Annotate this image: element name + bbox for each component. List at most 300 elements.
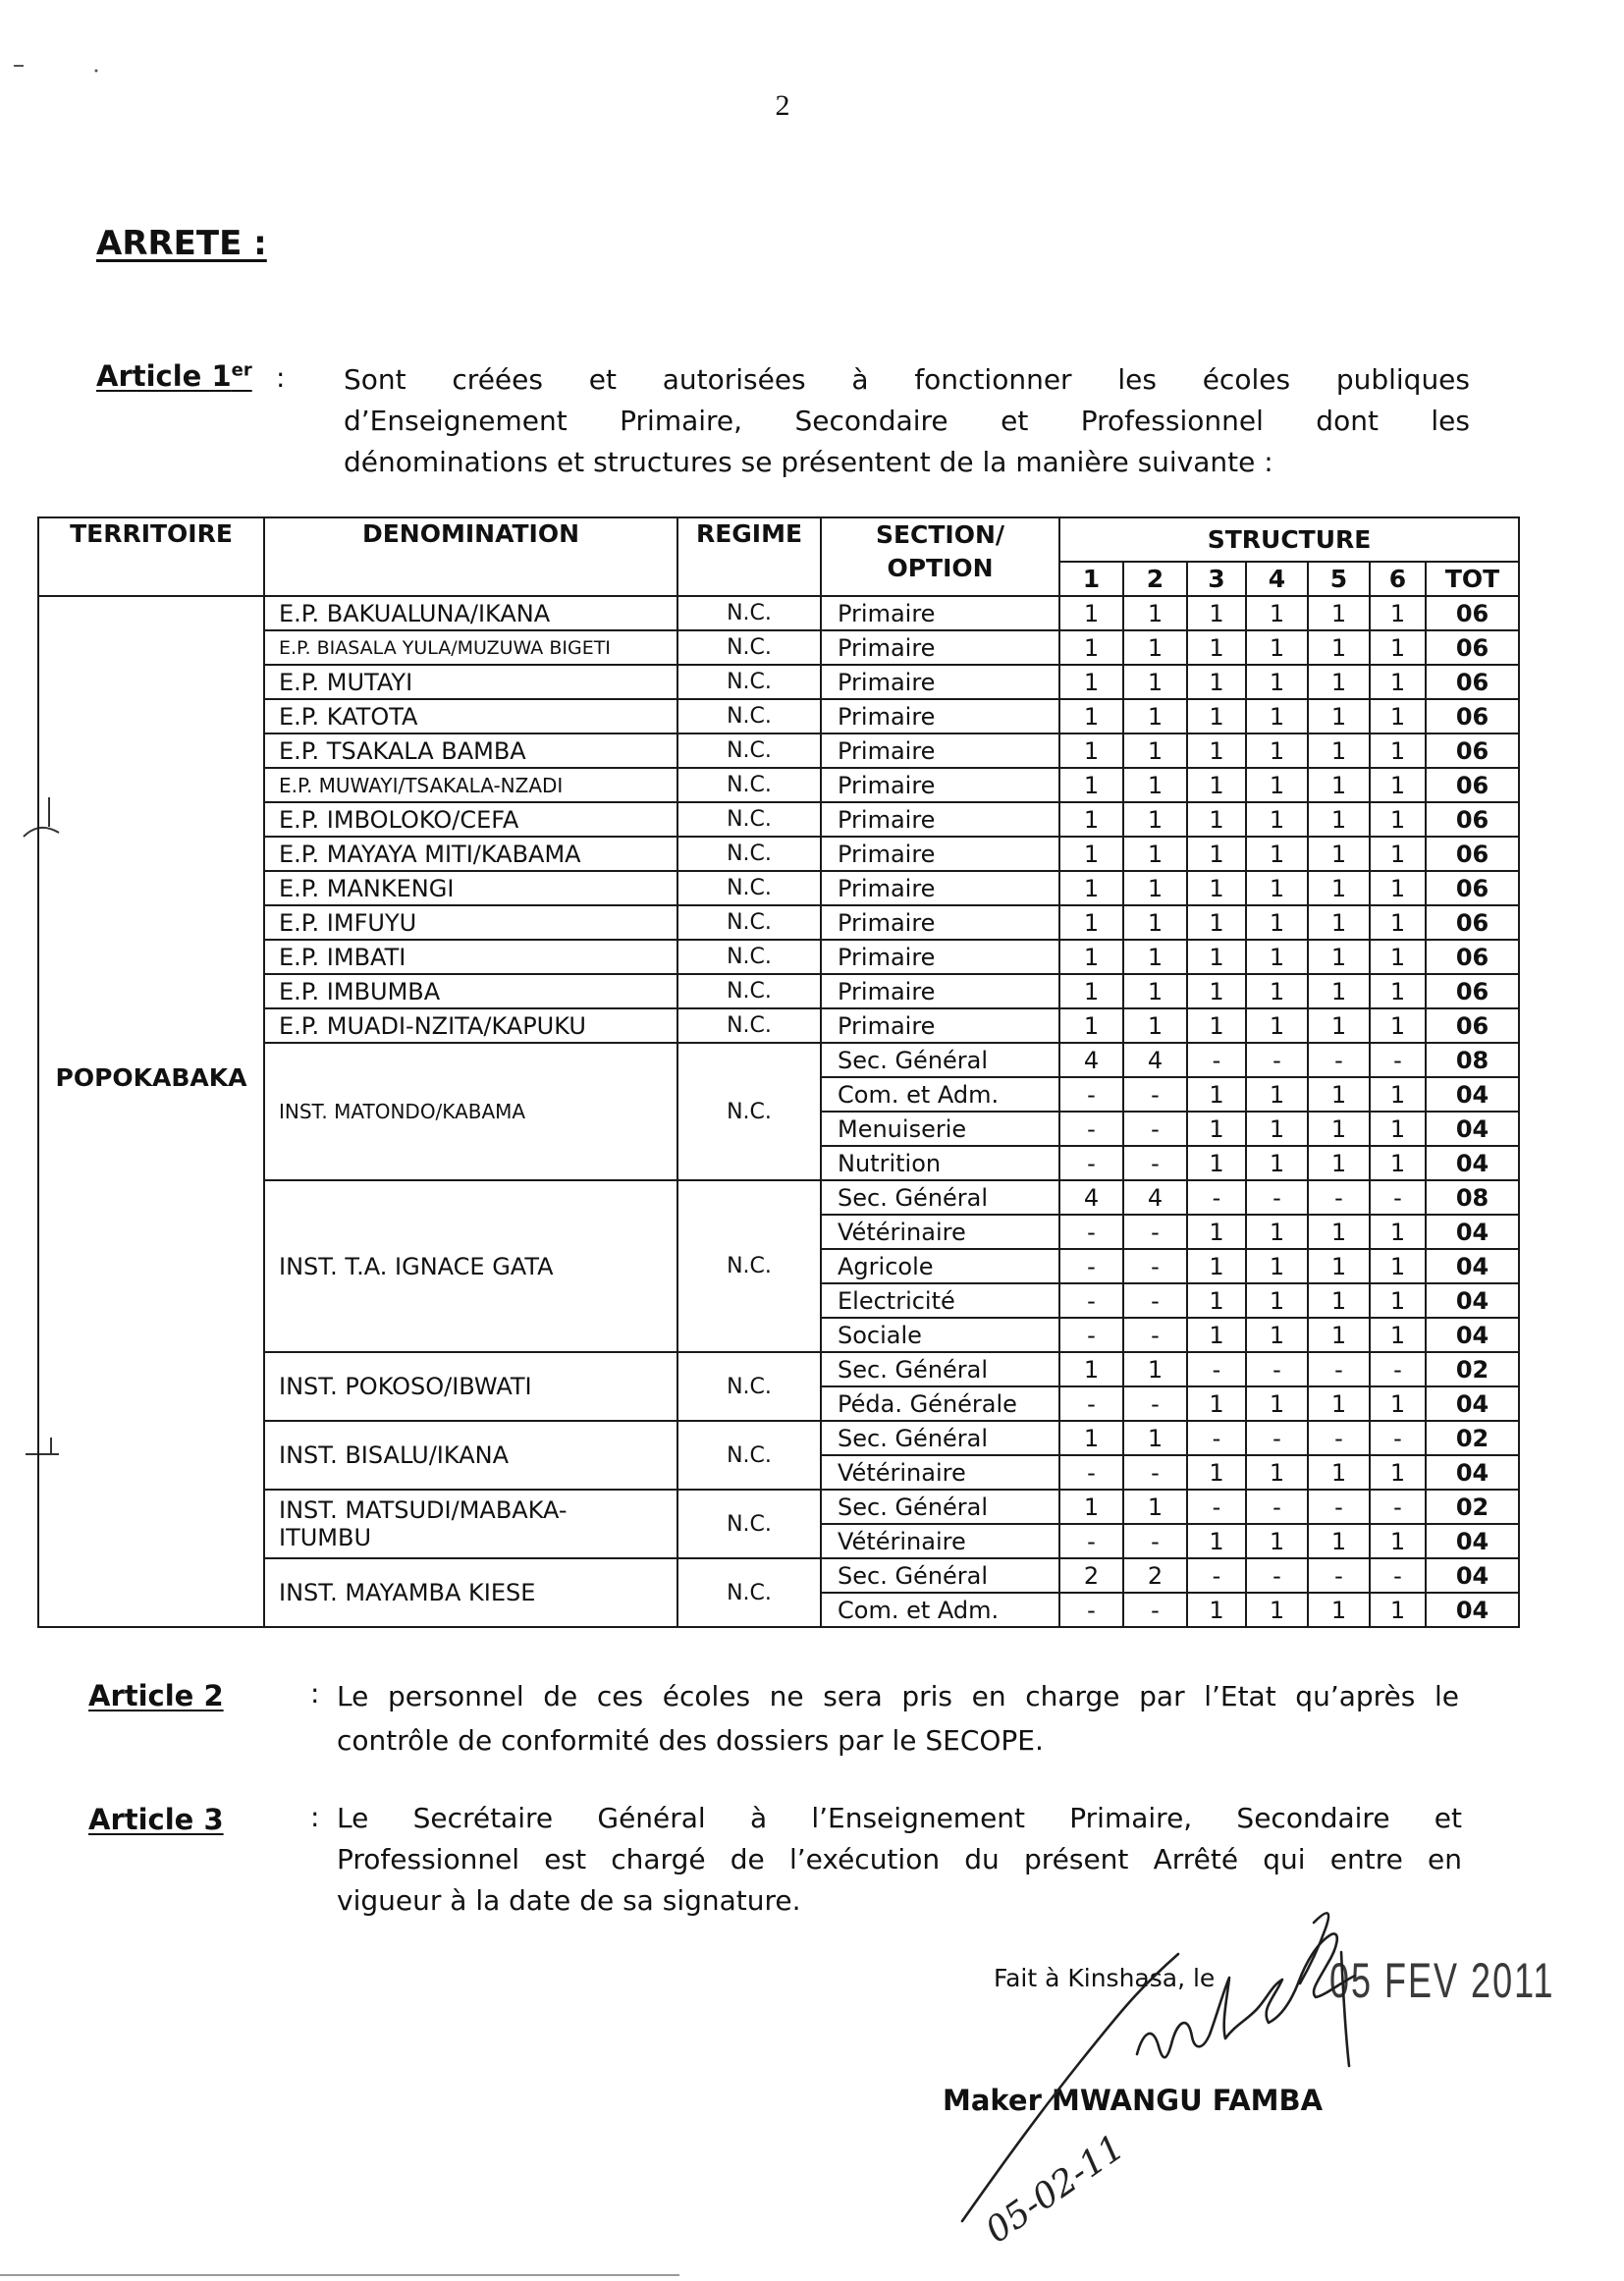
- section-option-cell: Sec. Général: [821, 1043, 1059, 1077]
- structure-total-cell: 04: [1426, 1386, 1519, 1421]
- section-option-cell: Agricole: [821, 1249, 1059, 1283]
- section-option-cell: Primaire: [821, 802, 1059, 837]
- section-option-cell: Sec. Général: [821, 1180, 1059, 1215]
- article-1-label-text: Article 1: [96, 359, 232, 393]
- section-option-cell: Com. et Adm.: [821, 1077, 1059, 1112]
- structure-value-cell: 1: [1059, 940, 1123, 974]
- structure-value-cell: 1: [1370, 974, 1426, 1008]
- structure-value-cell: 1: [1370, 1283, 1426, 1318]
- regime-cell: N.C.: [677, 1043, 821, 1180]
- regime-cell: N.C.: [677, 1008, 821, 1043]
- structure-value-cell: 1: [1059, 1008, 1123, 1043]
- structure-value-cell: -: [1059, 1146, 1123, 1180]
- structure-value-cell: 1: [1059, 905, 1123, 940]
- structure-value-cell: 1: [1246, 1455, 1308, 1490]
- structure-value-cell: 1: [1370, 1215, 1426, 1249]
- structure-value-cell: -: [1308, 1180, 1370, 1215]
- structure-total-cell: 04: [1426, 1318, 1519, 1352]
- structure-total-cell: 06: [1426, 665, 1519, 699]
- regime-cell: N.C.: [677, 974, 821, 1008]
- structure-value-cell: -: [1059, 1455, 1123, 1490]
- structure-value-cell: 1: [1370, 1008, 1426, 1043]
- article-1-line: d’Enseignement Primaire, Secondaire et Professionnel dont les: [344, 405, 1470, 437]
- structure-value-cell: -: [1308, 1558, 1370, 1593]
- header-col-6: 6: [1370, 562, 1426, 596]
- structure-value-cell: 1: [1370, 596, 1426, 630]
- structure-value-cell: -: [1308, 1490, 1370, 1524]
- structure-value-cell: 1: [1308, 733, 1370, 768]
- article-3-label: Article 3: [88, 1803, 224, 1836]
- structure-value-cell: 1: [1187, 1386, 1246, 1421]
- structure-value-cell: 1: [1123, 1421, 1187, 1455]
- structure-value-cell: 1: [1370, 630, 1426, 665]
- structure-total-cell: 04: [1426, 1524, 1519, 1558]
- article-2-line: Le personnel de ces écoles ne sera pris en charge par l’Etat qu’après le: [337, 1680, 1459, 1712]
- structure-value-cell: 1: [1123, 837, 1187, 871]
- structure-value-cell: 1: [1123, 1352, 1187, 1386]
- structure-total-cell: 06: [1426, 768, 1519, 802]
- structure-total-cell: 06: [1426, 837, 1519, 871]
- section-option-cell: Primaire: [821, 871, 1059, 905]
- section-option-cell: Vétérinaire: [821, 1455, 1059, 1490]
- school-name: E.P. MUTAYI: [279, 668, 413, 696]
- structure-value-cell: 1: [1370, 733, 1426, 768]
- structure-total-cell: 08: [1426, 1043, 1519, 1077]
- structure-value-cell: 1: [1123, 768, 1187, 802]
- section-option-cell: Primaire: [821, 630, 1059, 665]
- structure-value-cell: 1: [1123, 699, 1187, 733]
- section-option-cell: Péda. Générale: [821, 1386, 1059, 1421]
- article-1-line: Sont créées et autorisées à fonctionner les écoles publiques: [344, 363, 1470, 396]
- structure-value-cell: 1: [1246, 1008, 1308, 1043]
- structure-value-cell: 1: [1246, 733, 1308, 768]
- structure-value-cell: -: [1059, 1215, 1123, 1249]
- structure-total-cell: 06: [1426, 905, 1519, 940]
- structure-value-cell: -: [1308, 1352, 1370, 1386]
- structure-total-cell: 02: [1426, 1352, 1519, 1386]
- structure-total-cell: 04: [1426, 1283, 1519, 1318]
- structure-value-cell: 1: [1187, 905, 1246, 940]
- article-2-line: contrôle de conformité des dossiers par le SECOPE.: [337, 1724, 1044, 1757]
- date-stamp: 05 FEV 2011: [1329, 1951, 1555, 2009]
- structure-value-cell: 1: [1308, 1455, 1370, 1490]
- structure-value-cell: 1: [1187, 837, 1246, 871]
- structure-value-cell: 1: [1059, 630, 1123, 665]
- school-name: ITUMBU: [279, 1524, 372, 1551]
- header-col-2: 2: [1123, 562, 1187, 596]
- regime-cell: N.C.: [677, 905, 821, 940]
- structure-total-cell: 04: [1426, 1112, 1519, 1146]
- structure-total-cell: 06: [1426, 733, 1519, 768]
- structure-value-cell: -: [1059, 1318, 1123, 1352]
- school-name: E.P. KATOTA: [279, 702, 418, 731]
- regime-cell: N.C.: [677, 1421, 821, 1490]
- structure-value-cell: -: [1059, 1593, 1123, 1627]
- structure-value-cell: 1: [1370, 699, 1426, 733]
- structure-value-cell: 1: [1187, 1215, 1246, 1249]
- section-option-cell: Primaire: [821, 733, 1059, 768]
- structure-value-cell: -: [1370, 1180, 1426, 1215]
- structure-value-cell: 1: [1308, 837, 1370, 871]
- structure-value-cell: -: [1123, 1318, 1187, 1352]
- article-2-label: Article 2: [88, 1679, 224, 1712]
- structure-total-cell: 06: [1426, 940, 1519, 974]
- structure-value-cell: 1: [1187, 1455, 1246, 1490]
- structure-value-cell: 1: [1308, 905, 1370, 940]
- school-name: INST. POKOSO/IBWATI: [279, 1373, 532, 1400]
- school-name: E.P. BIASALA YULA/MUZUWA BIGETI: [279, 636, 611, 659]
- structure-value-cell: 1: [1246, 905, 1308, 940]
- section-option-cell: Nutrition: [821, 1146, 1059, 1180]
- structure-value-cell: 1: [1246, 974, 1308, 1008]
- signature-stroke: [962, 1954, 1178, 2221]
- structure-value-cell: 1: [1246, 768, 1308, 802]
- header-col-1: 1: [1059, 562, 1123, 596]
- structure-value-cell: 1: [1246, 1593, 1308, 1627]
- structure-value-cell: -: [1059, 1249, 1123, 1283]
- section-option-cell: Sociale: [821, 1318, 1059, 1352]
- structure-value-cell: 1: [1246, 871, 1308, 905]
- structure-value-cell: 1: [1123, 940, 1187, 974]
- header-col-4: 4: [1246, 562, 1308, 596]
- structure-value-cell: 1: [1123, 630, 1187, 665]
- section-option-cell: Primaire: [821, 1008, 1059, 1043]
- structure-total-cell: 06: [1426, 699, 1519, 733]
- structure-value-cell: -: [1246, 1352, 1308, 1386]
- section-option-cell: Primaire: [821, 596, 1059, 630]
- section-option-cell: Primaire: [821, 905, 1059, 940]
- section-option-cell: Electricité: [821, 1283, 1059, 1318]
- structure-value-cell: 1: [1059, 768, 1123, 802]
- structure-value-cell: -: [1123, 1455, 1187, 1490]
- structure-value-cell: 1: [1370, 1455, 1426, 1490]
- structure-value-cell: 1: [1308, 1524, 1370, 1558]
- structure-total-cell: 08: [1426, 1180, 1519, 1215]
- structure-value-cell: -: [1246, 1043, 1308, 1077]
- structure-total-cell: 04: [1426, 1593, 1519, 1627]
- signature-stroke: [1300, 1913, 1328, 1983]
- article-3-line: vigueur à la date de sa signature.: [337, 1884, 801, 1917]
- structure-value-cell: 1: [1246, 1077, 1308, 1112]
- school-name: E.P. MUADI-NZITA/KAPUKU: [279, 1011, 586, 1040]
- structure-value-cell: 1: [1370, 871, 1426, 905]
- structure-value-cell: 1: [1308, 1386, 1370, 1421]
- structure-value-cell: -: [1123, 1215, 1187, 1249]
- structure-value-cell: 1: [1187, 733, 1246, 768]
- structure-value-cell: 1: [1370, 837, 1426, 871]
- article-3-line: Professionnel est chargé de l’exécution du présent Arrêté qui entre en: [337, 1843, 1462, 1875]
- structure-total-cell: 04: [1426, 1249, 1519, 1283]
- structure-value-cell: 1: [1059, 871, 1123, 905]
- structure-value-cell: 1: [1370, 665, 1426, 699]
- structure-value-cell: 1: [1246, 1386, 1308, 1421]
- regime-cell: N.C.: [677, 1352, 821, 1421]
- structure-value-cell: 1: [1187, 871, 1246, 905]
- structure-value-cell: 1: [1246, 630, 1308, 665]
- school-name: INST. MATONDO/KABAMA: [279, 1100, 526, 1123]
- section-option-cell: Sec. Général: [821, 1421, 1059, 1455]
- structure-total-cell: 06: [1426, 974, 1519, 1008]
- regime-cell: N.C.: [677, 1180, 821, 1352]
- structure-total-cell: 04: [1426, 1215, 1519, 1249]
- structure-value-cell: -: [1123, 1283, 1187, 1318]
- school-name: E.P. MANKENGI: [279, 874, 455, 902]
- school-name: E.P. BAKUALUNA/IKANA: [279, 599, 551, 627]
- structure-value-cell: 1: [1246, 1215, 1308, 1249]
- header-denomination: DENOMINATION: [264, 517, 677, 596]
- header-regime: REGIME: [677, 517, 821, 596]
- structure-value-cell: 1: [1059, 733, 1123, 768]
- structure-value-cell: 1: [1246, 802, 1308, 837]
- place-and-date: Fait à Kinshasa, le: [994, 1964, 1216, 1992]
- regime-cell: N.C.: [677, 802, 821, 837]
- structure-total-cell: 04: [1426, 1146, 1519, 1180]
- school-name: INST. MATSUDI/MABAKA-: [279, 1496, 568, 1524]
- decree-heading: ARRETE :: [96, 224, 267, 263]
- structure-value-cell: 1: [1308, 1215, 1370, 1249]
- structure-value-cell: 1: [1059, 1421, 1123, 1455]
- structure-value-cell: 1: [1187, 802, 1246, 837]
- structure-value-cell: -: [1059, 1524, 1123, 1558]
- article-1-label-sup: er: [231, 359, 252, 381]
- structure-value-cell: 1: [1370, 1112, 1426, 1146]
- structure-total-cell: 02: [1426, 1490, 1519, 1524]
- structure-value-cell: 4: [1123, 1180, 1187, 1215]
- structure-value-cell: 1: [1308, 630, 1370, 665]
- structure-value-cell: 1: [1308, 768, 1370, 802]
- section-option-cell: Primaire: [821, 699, 1059, 733]
- structure-value-cell: 1: [1059, 665, 1123, 699]
- structure-value-cell: 2: [1059, 1558, 1123, 1593]
- structure-value-cell: 1: [1308, 1146, 1370, 1180]
- structure-value-cell: 1: [1308, 1318, 1370, 1352]
- structure-value-cell: 1: [1187, 1283, 1246, 1318]
- section-option-cell: Vétérinaire: [821, 1524, 1059, 1558]
- structure-total-cell: 06: [1426, 1008, 1519, 1043]
- structure-total-cell: 06: [1426, 802, 1519, 837]
- structure-value-cell: 1: [1308, 802, 1370, 837]
- structure-value-cell: 1: [1187, 699, 1246, 733]
- structure-value-cell: 1: [1246, 1524, 1308, 1558]
- structure-value-cell: -: [1059, 1386, 1123, 1421]
- structure-value-cell: -: [1187, 1180, 1246, 1215]
- header-section: SECTION/: [875, 520, 1005, 549]
- header-col-5: 5: [1308, 562, 1370, 596]
- structure-value-cell: 1: [1187, 940, 1246, 974]
- article-3-colon: :: [310, 1801, 320, 1833]
- structure-value-cell: -: [1308, 1421, 1370, 1455]
- structure-value-cell: 1: [1123, 733, 1187, 768]
- structure-value-cell: 1: [1187, 665, 1246, 699]
- section-option-cell: Primaire: [821, 940, 1059, 974]
- structure-value-cell: -: [1123, 1112, 1187, 1146]
- structure-value-cell: 1: [1187, 1008, 1246, 1043]
- structure-value-cell: 1: [1123, 905, 1187, 940]
- section-option-cell: Vétérinaire: [821, 1215, 1059, 1249]
- structure-value-cell: 2: [1123, 1558, 1187, 1593]
- regime-cell: N.C.: [677, 871, 821, 905]
- structure-value-cell: 1: [1308, 871, 1370, 905]
- structure-value-cell: 1: [1308, 1008, 1370, 1043]
- article-1-colon: :: [276, 361, 286, 394]
- section-option-cell: Sec. Général: [821, 1558, 1059, 1593]
- header-col-3: 3: [1187, 562, 1246, 596]
- article-1-line: dénominations et structures se présentent de la manière suivante :: [344, 446, 1273, 478]
- structure-value-cell: 1: [1187, 768, 1246, 802]
- structure-value-cell: 1: [1246, 1146, 1308, 1180]
- structure-value-cell: -: [1308, 1043, 1370, 1077]
- structure-value-cell: 1: [1187, 1146, 1246, 1180]
- territoire-cell: POPOKABAKA: [38, 596, 264, 1627]
- structure-value-cell: 1: [1187, 596, 1246, 630]
- school-name: E.P. MUWAYI/TSAKALA-NZADI: [279, 773, 564, 797]
- structure-value-cell: 1: [1308, 1249, 1370, 1283]
- structure-value-cell: 1: [1246, 940, 1308, 974]
- regime-cell: N.C.: [677, 837, 821, 871]
- structure-total-cell: 04: [1426, 1558, 1519, 1593]
- regime-cell: N.C.: [677, 768, 821, 802]
- school-name: INST. T.A. IGNACE GATA: [279, 1252, 554, 1280]
- structure-value-cell: 1: [1308, 1283, 1370, 1318]
- page-number: 2: [775, 89, 790, 122]
- structure-value-cell: 1: [1059, 837, 1123, 871]
- structure-value-cell: 1: [1370, 1249, 1426, 1283]
- structure-value-cell: -: [1370, 1558, 1426, 1593]
- structure-value-cell: 1: [1187, 1524, 1246, 1558]
- structure-value-cell: 1: [1308, 974, 1370, 1008]
- regime-cell: N.C.: [677, 630, 821, 665]
- structure-value-cell: 1: [1123, 1008, 1187, 1043]
- regime-cell: N.C.: [677, 699, 821, 733]
- school-name: INST. MAYAMBA KIESE: [279, 1579, 536, 1606]
- header-col-tot: TOT: [1426, 562, 1519, 596]
- structure-value-cell: 1: [1187, 1318, 1246, 1352]
- section-option-cell: Primaire: [821, 768, 1059, 802]
- structure-value-cell: 1: [1187, 1112, 1246, 1146]
- structure-value-cell: -: [1059, 1283, 1123, 1318]
- structure-total-cell: 06: [1426, 596, 1519, 630]
- structure-total-cell: 04: [1426, 1077, 1519, 1112]
- section-option-cell: Primaire: [821, 665, 1059, 699]
- structure-value-cell: -: [1123, 1593, 1187, 1627]
- structure-value-cell: 1: [1246, 596, 1308, 630]
- regime-cell: N.C.: [677, 665, 821, 699]
- scan-edge-line: [0, 2274, 679, 2276]
- school-name: E.P. IMBATI: [279, 943, 406, 971]
- structure-value-cell: 1: [1370, 1318, 1426, 1352]
- structure-value-cell: -: [1187, 1558, 1246, 1593]
- signature-stroke: [1341, 1952, 1349, 2066]
- structure-value-cell: 1: [1059, 802, 1123, 837]
- school-name: E.P. TSAKALA BAMBA: [279, 736, 526, 765]
- header-option: OPTION: [887, 554, 994, 582]
- structure-value-cell: 1: [1059, 699, 1123, 733]
- structure-value-cell: -: [1370, 1043, 1426, 1077]
- structure-value-cell: -: [1187, 1490, 1246, 1524]
- structure-value-cell: 1: [1123, 871, 1187, 905]
- structure-value-cell: 1: [1123, 596, 1187, 630]
- structure-value-cell: -: [1246, 1421, 1308, 1455]
- signature-stroke: [1137, 1933, 1355, 2057]
- structure-value-cell: -: [1123, 1249, 1187, 1283]
- structure-value-cell: 1: [1123, 974, 1187, 1008]
- structure-value-cell: 4: [1059, 1180, 1123, 1215]
- structure-value-cell: -: [1246, 1558, 1308, 1593]
- structure-value-cell: 1: [1308, 1593, 1370, 1627]
- structure-value-cell: 1: [1308, 596, 1370, 630]
- section-option-cell: Menuiserie: [821, 1112, 1059, 1146]
- structure-value-cell: -: [1246, 1490, 1308, 1524]
- structure-value-cell: 1: [1246, 1249, 1308, 1283]
- structure-value-cell: 1: [1123, 1490, 1187, 1524]
- article-2-colon: :: [310, 1677, 320, 1710]
- header-structure: STRUCTURE: [1059, 517, 1519, 562]
- structure-value-cell: 1: [1059, 596, 1123, 630]
- structure-value-cell: 1: [1308, 665, 1370, 699]
- regime-cell: N.C.: [677, 1490, 821, 1558]
- structure-value-cell: 1: [1370, 1077, 1426, 1112]
- header-territoire: TERRITOIRE: [38, 517, 264, 596]
- structure-value-cell: -: [1123, 1077, 1187, 1112]
- section-option-cell: Sec. Général: [821, 1352, 1059, 1386]
- signatory-name: Maker MWANGU FAMBA: [943, 2084, 1324, 2117]
- structure-value-cell: 1: [1187, 974, 1246, 1008]
- structure-value-cell: 1: [1370, 1593, 1426, 1627]
- regime-cell: N.C.: [677, 940, 821, 974]
- structure-value-cell: 1: [1246, 699, 1308, 733]
- regime-cell: N.C.: [677, 733, 821, 768]
- structure-value-cell: 1: [1246, 1318, 1308, 1352]
- structure-value-cell: 1: [1370, 905, 1426, 940]
- structure-value-cell: -: [1370, 1490, 1426, 1524]
- structure-value-cell: -: [1187, 1421, 1246, 1455]
- structure-value-cell: 1: [1370, 1524, 1426, 1558]
- section-option-cell: Com. et Adm.: [821, 1593, 1059, 1627]
- school-name: E.P. IMFUYU: [279, 908, 417, 937]
- structure-value-cell: 1: [1059, 1352, 1123, 1386]
- structure-value-cell: 1: [1187, 630, 1246, 665]
- structure-value-cell: 1: [1123, 802, 1187, 837]
- structure-value-cell: 1: [1370, 1146, 1426, 1180]
- structure-value-cell: 1: [1308, 1112, 1370, 1146]
- structure-value-cell: 1: [1308, 940, 1370, 974]
- structure-value-cell: -: [1187, 1043, 1246, 1077]
- school-name: E.P. IMBOLOKO/CEFA: [279, 805, 519, 834]
- structure-value-cell: 1: [1370, 940, 1426, 974]
- structure-value-cell: 1: [1059, 1490, 1123, 1524]
- school-name: E.P. IMBUMBA: [279, 977, 441, 1005]
- structure-value-cell: 1: [1370, 768, 1426, 802]
- regime-cell: N.C.: [677, 1558, 821, 1627]
- structure-value-cell: -: [1123, 1146, 1187, 1180]
- structure-value-cell: 1: [1187, 1249, 1246, 1283]
- handwritten-date: 05-02-11: [978, 2127, 1132, 2252]
- structure-value-cell: -: [1123, 1524, 1187, 1558]
- structure-value-cell: 1: [1123, 665, 1187, 699]
- school-name: INST. BISALU/IKANA: [279, 1441, 509, 1469]
- section-option-cell: Primaire: [821, 974, 1059, 1008]
- regime-cell: N.C.: [677, 596, 821, 630]
- structure-value-cell: 1: [1246, 1112, 1308, 1146]
- structure-value-cell: 1: [1308, 699, 1370, 733]
- structure-value-cell: 1: [1370, 802, 1426, 837]
- section-option-cell: Sec. Général: [821, 1490, 1059, 1524]
- structure-value-cell: 1: [1187, 1593, 1246, 1627]
- section-option-cell: Primaire: [821, 837, 1059, 871]
- structure-value-cell: 1: [1246, 665, 1308, 699]
- structure-value-cell: -: [1059, 1112, 1123, 1146]
- structure-value-cell: -: [1370, 1421, 1426, 1455]
